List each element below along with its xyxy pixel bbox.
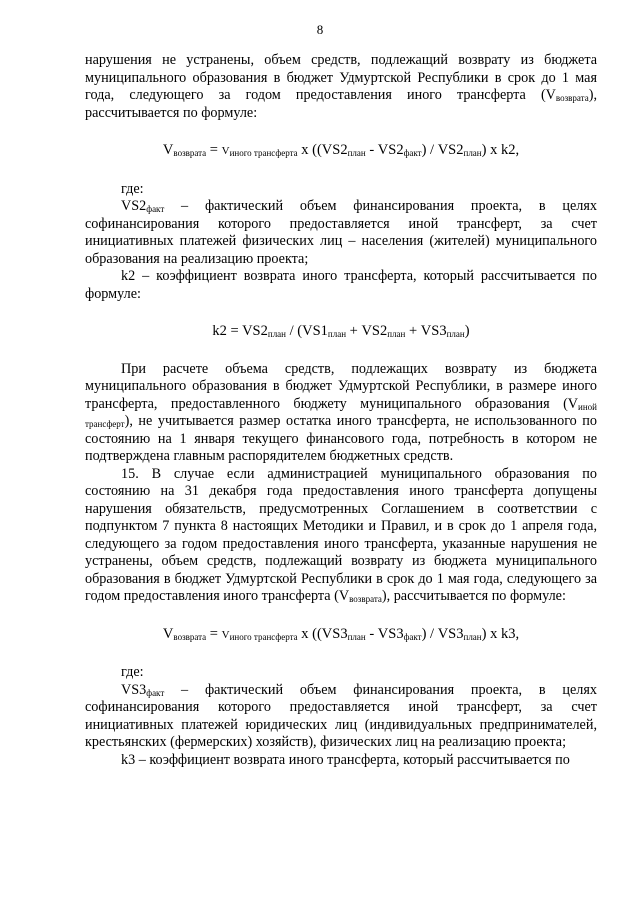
subscript: план [327, 329, 347, 339]
formula-k2 [85, 323, 597, 341]
formula-part: / (VS1 [286, 323, 328, 339]
subscript: иного трансферта [229, 631, 298, 642]
text: ), не учитывается размер остатка иного трансферта, не использованного по состоянию на 1 января текущего финансового года, потребность в котором не подтверждена главным распорядителем бюджетных средств. [85, 413, 597, 464]
formula-part: - VS2 [365, 142, 404, 158]
formula-v-return-k2 [85, 142, 597, 161]
subscript: план [446, 329, 465, 339]
formula-part: ) / VS2 [421, 142, 464, 158]
formula-part: = [206, 625, 222, 642]
term: VS2 [121, 198, 147, 214]
subscript: факт [146, 687, 165, 698]
definition-vs2-fact [85, 198, 597, 268]
subscript: факт [403, 148, 422, 158]
formula-part: = [206, 142, 222, 158]
subscript: план [463, 631, 482, 642]
definition-k3: k3 – коэффициент возврата иного трансферта, который рассчитывается по [121, 751, 570, 768]
subscript: план [463, 148, 482, 158]
subscript: план [267, 329, 286, 339]
paragraph-calculation-note [85, 361, 597, 466]
formula-part: V [221, 145, 230, 157]
subscript: иной трансферт [85, 401, 597, 429]
formula-part: + VS3 [405, 323, 447, 339]
formula-part: х ((VS2 [297, 142, 348, 158]
where-label: где: [121, 664, 144, 680]
text: – фактический объем финансирования проекта, в целях софинансирования которого предоставляется иной трансферт, за счет инициативных платежей физических лиц – населения (жителей) муниципального образования на реализацию проекта; [85, 198, 597, 267]
formula-part: ) х k2, [481, 142, 520, 158]
text: – фактический объем финансирования проекта, в целях софинансирования которого предоставляется иной трансферт, за счет инициативных платежей юридических лиц (индивидуальных предпринимателей, крестьянских (фермерских) хозяйств), физических лиц на реализацию проекта; [85, 681, 597, 750]
paragraph-continued [85, 52, 597, 122]
formula-part: ) / VS3 [421, 625, 464, 642]
subscript: возврата [173, 148, 207, 158]
definition-vs3-fact [85, 682, 597, 752]
subscript: возврата [555, 93, 589, 103]
term: VS3 [121, 681, 147, 698]
subscript: возврата [349, 594, 382, 604]
text: 15. В случае если администрацией муниципального образования по состоянию на 31 декабря года предоставления иного трансферта допущены нарушения обязательств, предусмотренных Соглашением в соответствии с подпунктом 7 пункта 8 настоящих Методики и Правил, и в срок до 1 апреля года, следующего за годом предоставления иного трансферта, указанные нарушения не устранены, объем средств, подлежащий возврату из бюджета муниципального образования в бюджет Удмуртской Республики в срок до 1 мая года, следующего за годом предоставления иного трансферта (V [85, 465, 597, 604]
formula-part: V [162, 142, 174, 158]
where-label: где: [121, 180, 144, 197]
formula-part: V [162, 625, 174, 642]
text: ), рассчитывается по формуле: [85, 87, 597, 121]
definition-k2: k2 – коэффициент возврата иного трансферта, который рассчитывается по формуле: [85, 268, 597, 302]
subscript: план [347, 148, 366, 158]
text: ), рассчитывается по формуле: [381, 588, 566, 604]
subscript: факт [403, 631, 422, 642]
formula-v-return-k3 [85, 626, 597, 645]
formula-part: х ((VS3 [297, 625, 348, 642]
document-body [85, 52, 597, 769]
formula-part: - VS3 [365, 625, 404, 642]
formula-part: ) [464, 323, 470, 339]
paragraph-15 [85, 466, 597, 606]
subscript: возврата [173, 631, 207, 642]
page-number: 8 [316, 22, 324, 37]
subscript: иного трансферта [229, 148, 298, 158]
text: При расчете объема средств, подлежащих возврату из бюджета муниципального образования в бюджет Удмуртской Республики, в размере иного трансферта, предоставленного бюджету муниципального образования (V [85, 360, 597, 412]
text: нарушения не устранены, объем средств, подлежащий возврату из бюджета муниципального образования в бюджет Удмуртской Республики в срок до 1 мая года, следующего за годом предоставления иного трансферта (V [85, 52, 597, 103]
formula-part: V [221, 628, 230, 641]
formula-part: k2 = VS2 [212, 323, 268, 339]
formula-part: + VS2 [346, 323, 388, 339]
subscript: план [387, 329, 406, 339]
formula-part: ) х k3, [481, 625, 520, 642]
subscript: факт [146, 204, 165, 214]
subscript: план [347, 631, 366, 642]
